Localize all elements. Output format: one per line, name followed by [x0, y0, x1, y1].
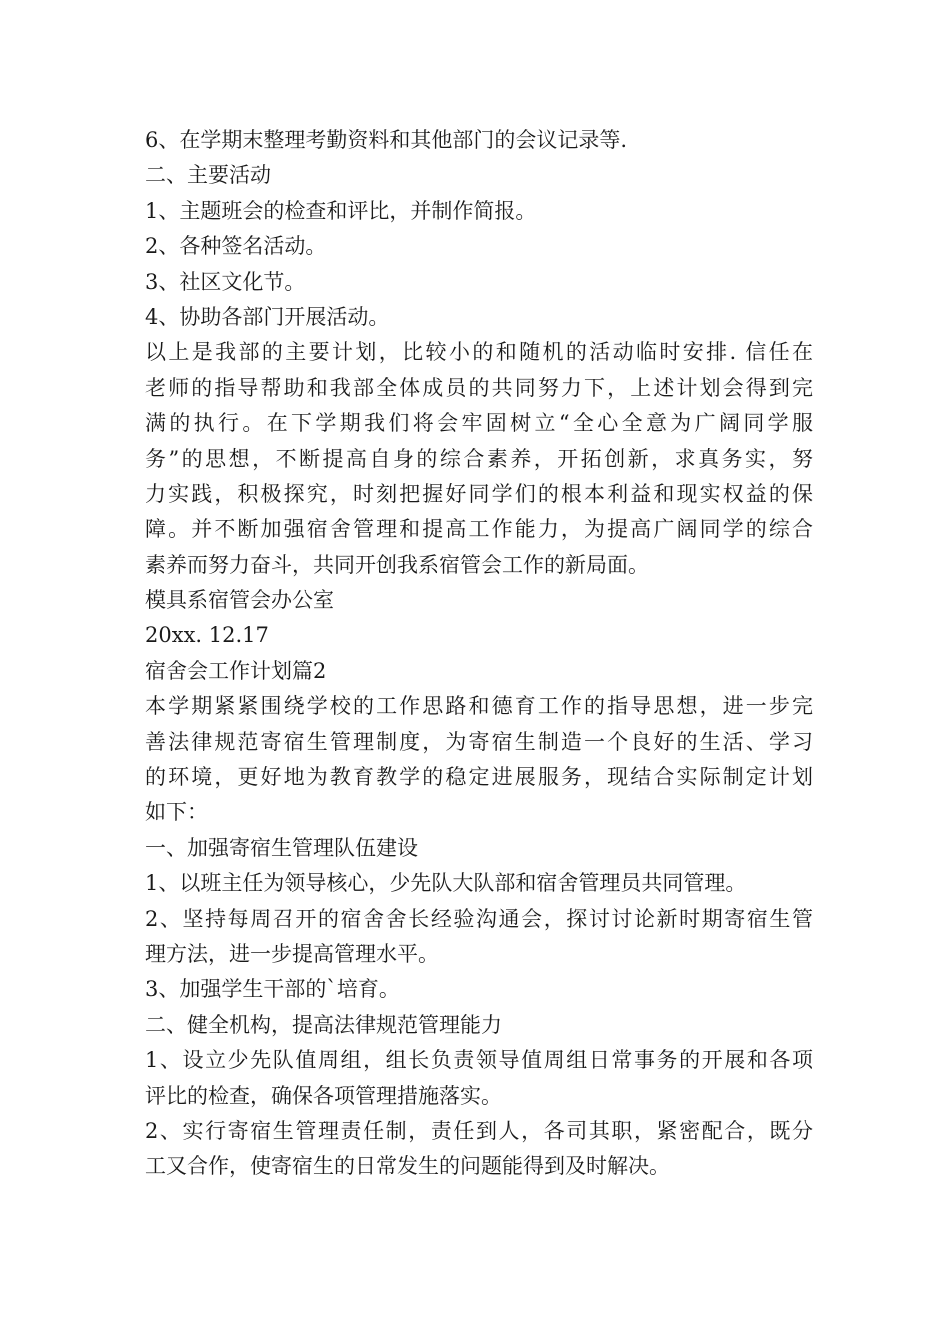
- text-line: 2、实行寄宿生管理责任制，责任到人，各司其职，紧密配合，既分: [145, 1118, 813, 1143]
- text-line: 力实践，积极探究，时刻把握好同学们的根本利益和现实权益的保: [145, 481, 813, 506]
- text-line: 障。并不断加强宿舍管理和提高工作能力，为提高广阔同学的综合: [145, 517, 813, 542]
- text-line: 善法律规范寄宿生管理制度，为寄宿生制造一个良好的生活、学习: [145, 729, 813, 754]
- text-line: 老师的指导帮助和我部全体成员的共同努力下，上述计划会得到完: [145, 375, 813, 400]
- text-line: 6、在学期末整理考勤资料和其他部门的会议记录等.: [145, 128, 628, 152]
- text-line: 2、各种签名活动。: [145, 234, 327, 259]
- text-line: 本学期紧紧围绕学校的工作思路和德育工作的指导思想，进一步完: [145, 694, 813, 719]
- text-line: 3、社区文化节。: [145, 269, 306, 294]
- text-line: 素养而努力奋斗，共同开创我系宿管会工作的新局面。: [145, 552, 649, 577]
- text-line: 工又合作，使寄宿生的日常发生的问题能得到及时解决。: [145, 1154, 670, 1179]
- text-line: 3、加强学生干部的`培育。: [145, 977, 400, 1002]
- text-line: 2、坚持每周召开的宿舍舍长经验沟通会，探讨讨论新时期寄宿生管: [145, 906, 813, 931]
- text-line: 二、主要活动: [145, 163, 271, 188]
- text-line: 宿舍会工作计划篇2: [145, 658, 327, 683]
- text-line: 模具系宿管会办公室: [145, 588, 334, 613]
- text-line: 以上是我部的主要计划，比较小的和随机的活动临时安排. 信任在: [145, 340, 813, 365]
- text-line: 理方法，进一步提高管理水平。: [145, 941, 439, 966]
- text-line: 20xx. 12.17: [145, 623, 269, 648]
- document-page: [145, 123, 813, 1185]
- text-line: 1、主题班会的检查和评比，并制作简报。: [145, 198, 537, 223]
- text-line: 一、加强寄宿生管理队伍建设: [145, 835, 418, 860]
- text-line: 1、以班主任为领导核心，少先队大队部和宿舍管理员共同管理。: [145, 871, 747, 896]
- text-line: 的环境，更好地为教育教学的稳定进展服务，现结合实际制定计划: [145, 765, 813, 790]
- text-line: 满的执行。在下学期我们将会牢固树立“全心全意为广阔同学服: [145, 411, 813, 436]
- text-line: 如下：: [145, 800, 208, 825]
- text-line: 评比的检查，确保各项管理措施落实。: [145, 1083, 502, 1108]
- text-line: 4、协助各部门开展活动。: [145, 304, 390, 329]
- text-line: 务”的思想，不断提高自身的综合素养，开拓创新，求真务实，努: [145, 446, 813, 471]
- text-line: 1、设立少先队值周组，组长负责领导值周组日常事务的开展和各项: [145, 1048, 813, 1073]
- text-line: 二、健全机构，提高法律规范管理能力: [145, 1012, 502, 1037]
